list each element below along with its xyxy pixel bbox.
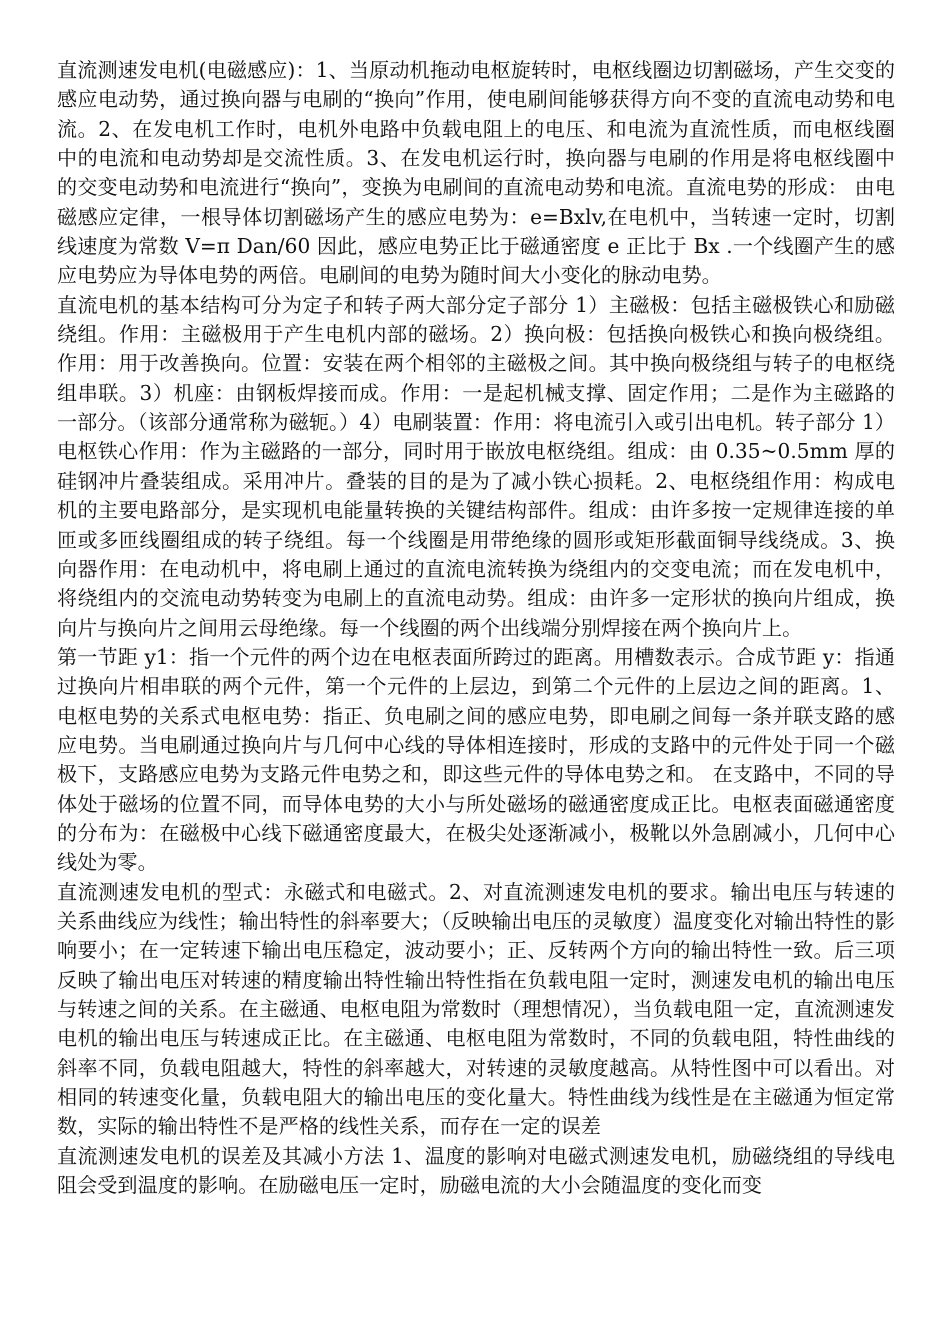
document-page <box>57 56 895 1200</box>
paragraph-winding-pitch-emf: 第一节距 y1：指一个元件的两个边在电枢表面所跨过的距离。用槽数表示。合成节距 y：指通过换向片相串联的两个元件，第一个元件的上层边，到第二个元件的上层边之间的距离。1、电枢电势的关系式电枢电势：指正、负电刷之间的感应电势，即电刷之间每一条并联支路的感应电势。当电刷通过换向片与几何中心线的导体相连接时，形成的支路中的元件处于同一个磁极下，支路感应电势为支路元件电势之和，即这些元件的导体电势之和。 在支路中，不同的导体处于磁场的位置不同，而导体电势的大小与所处磁场的磁通密度成正比。电枢表面磁通密度的分布为：在磁极中心线下磁通密度最大，在极尖处逐渐减小，极靴以外急剧减小，几何中心线处为零。 <box>57 644 895 875</box>
paragraph-tachogenerator-types: 直流测速发电机的型式：永磁式和电磁式。2、对直流测速发电机的要求。输出电压与转速的关系曲线应为线性；输出特性的斜率要大；（反映输出电压的灵敏度）温度变化对输出特性的影响要小；在一定转速下输出电压稳定，波动要小；正、反转两个方向的输出特性一致。后三项反映了输出电压对转速的精度输出特性输出特性指在负载电阻一定时，测速发电机的输出电压与转速之间的关系。在主磁通、电枢电阻为常数时（理想情况），当负载电阻一定，直流测速发电机的输出电压与转速成正比。在主磁通、电枢电阻为常数时，不同的负载电阻，特性曲线的斜率不同，负载电阻越大，特性的斜率越大，对转速的灵敏度越高。从特性图中可以看出。对相同的转速变化量，负载电阻大的输出电压的变化量大。特性曲线为线性是在主磁通为恒定常数，实际的输出特性不是严格的线性关系，而存在一定的误差 <box>57 879 895 1139</box>
paragraph-error-reduction: 直流测速发电机的误差及其减小方法 1、温度的影响对电磁式测速发电机，励磁绕组的导线电阻会受到温度的影响。在励磁电压一定时，励磁电流的大小会随温度的变化而变 <box>57 1143 895 1198</box>
paragraph-tachogenerator-principle: 直流测速发电机(电磁感应)：1、当原动机拖动电枢旋转时，电枢线圈边切割磁场，产生交变的感应电动势，通过换向器与电刷的“换向”作用，使电刷间能够获得方向不变的直流电动势和电流。2、在发电机工作时，电机外电路中负载电阻上的电压、和电流为直流性质，而电枢线圈中的电流和电动势却是交流性质。3、在发电机运行时，换向器与电刷的作用是将电枢线圈中的交变电动势和电流进行“换向”，变换为电刷间的直流电动势和电流。直流电势的形成： 由电磁感应定律，一根导体切割磁场产生的感应电势为：e=Bxlv,在电机中，当转速一定时，切割线速度为常数 V=π Dan/60 因此，感应电势正比于磁通密度 e 正比于 Bx .一个线圈产生的感应电势应为导体电势的两倍。电刷间的电势为随时间大小变化的脉动电势。 <box>57 58 895 288</box>
paragraph-dc-motor-structure: 直流电机的基本结构可分为定子和转子两大部分定子部分 1）主磁极：包括主磁极铁心和励磁绕组。作用：主磁极用于产生电机内部的磁场。2）换向极：包括换向极铁心和换向极绕组。作用：用于改善换向。位置：安装在两个相邻的主磁极之间。其中换向极绕组与转子的电枢绕组串联。3）机座：由钢板焊接而成。作用：一是起机械支撑、固定作用；二是作为主磁路的一部分。（该部分通常称为磁轭。）4）电刷装置：作用：将电流引入或引出电机。转子部分 1）电枢铁心作用：作为主磁路的一部分，同时用于嵌放电枢绕组。组成：由 0.35~0.5mm 厚的硅钢冲片叠装组成。采用冲片。叠装的目的是为了减小铁心损耗。2、电枢绕组作用：构成电机的主要电路部分，是实现机电能量转换的关键结构部件。组成：由许多按一定规律连接的单匝或多匝线圈组成的转子绕组。每一个线圈是用带绝缘的圆形或矩形截面铜导线绕成。3、换向器作用：在电动机中，将电刷上通过的直流电流转换为绕组内的交变电流；而在发电机中，将绕组内的交流电动势转变为电刷上的直流电动势。组成：由许多一定形状的换向片组成，换向片与换向片之间用云母绝缘。每一个线圈的两个出线端分别焊接在两个换向片上。 <box>57 292 895 640</box>
